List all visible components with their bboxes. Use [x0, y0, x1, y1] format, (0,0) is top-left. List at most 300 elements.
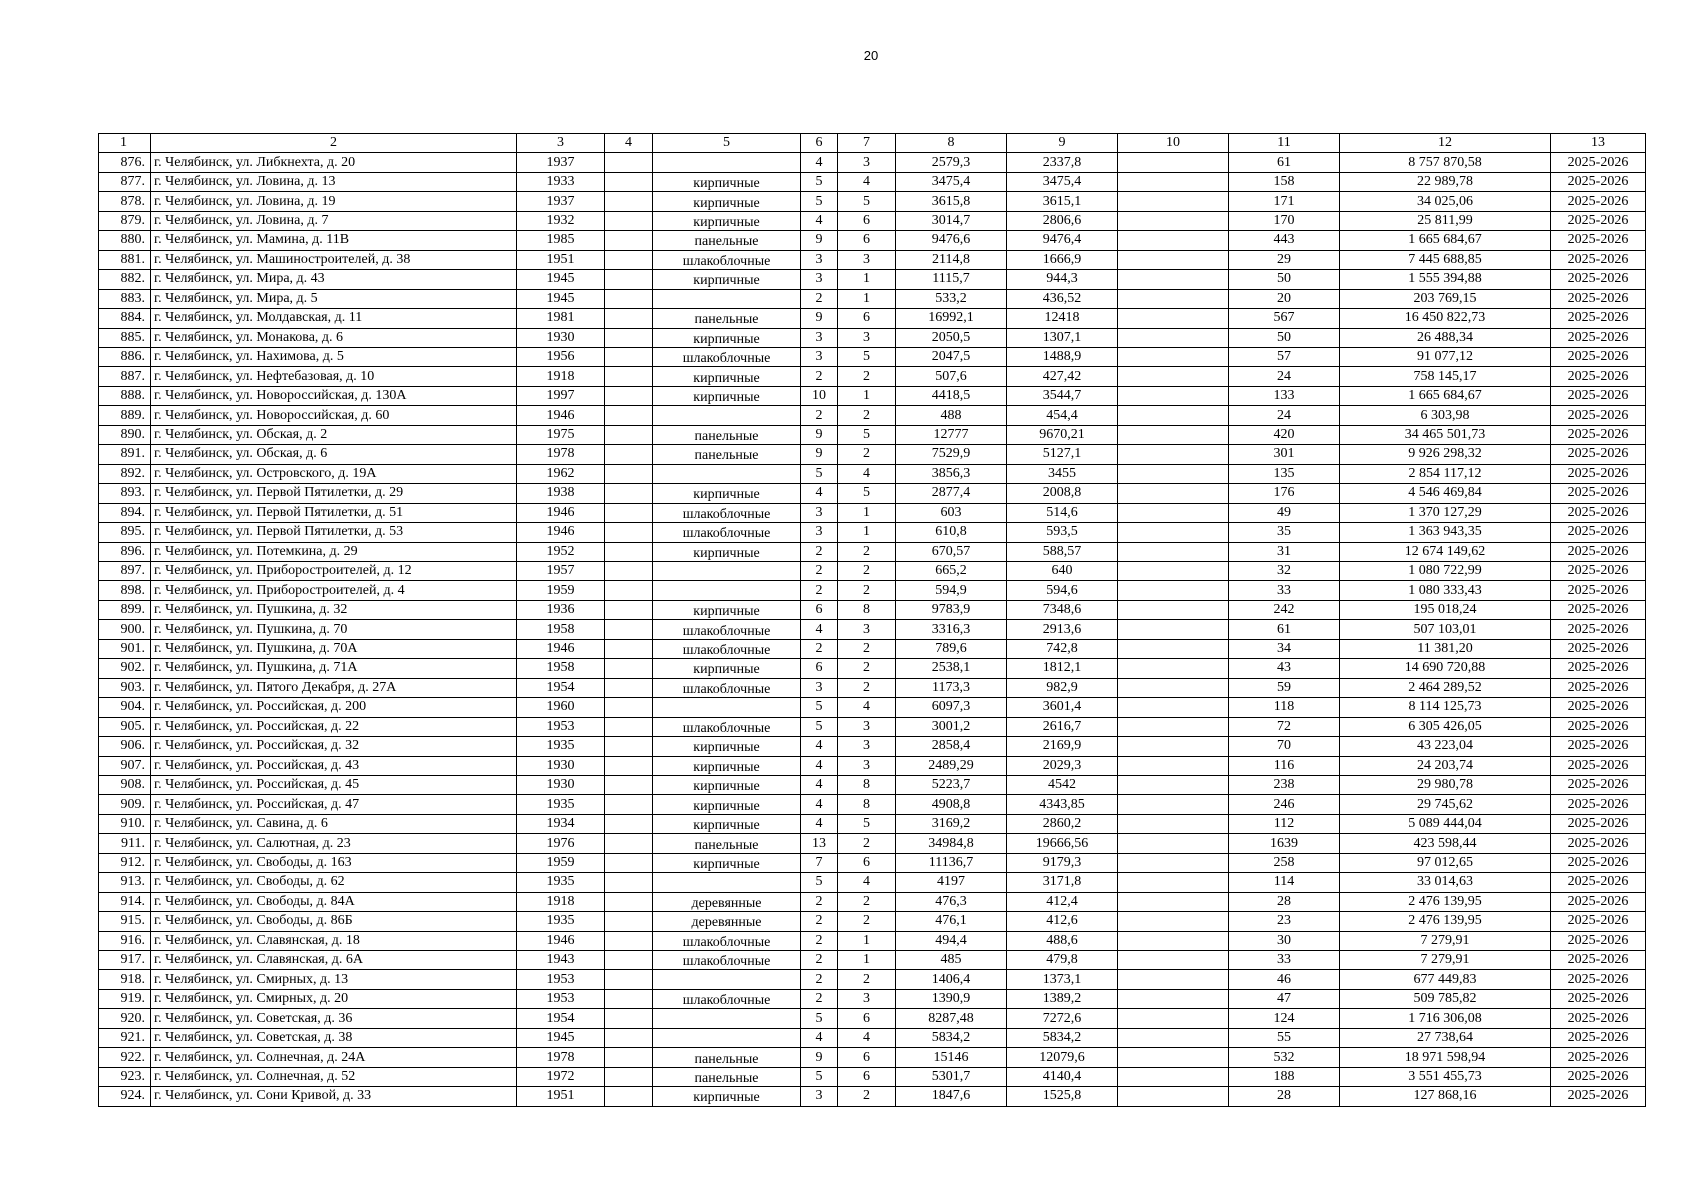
col10-cell: [1118, 542, 1229, 561]
living-area-cell: 593,5: [1007, 523, 1118, 542]
floors-cell: 2: [801, 561, 838, 580]
period-cell: 2025-2026: [1551, 1009, 1646, 1028]
col10-cell: [1118, 639, 1229, 658]
year-cell: 1997: [517, 386, 605, 405]
table-row: [99, 425, 1646, 444]
residents-cell: 43: [1229, 659, 1340, 678]
row-number-cell: 886.: [99, 347, 151, 366]
address-cell: г. Челябинск, ул. Пушкина, д. 70А: [151, 639, 517, 658]
table-row: [99, 659, 1646, 678]
year-cell: 1930: [517, 756, 605, 775]
wall-material-cell: [653, 581, 801, 600]
table-header: [99, 134, 1646, 153]
living-area-cell: 1488,9: [1007, 347, 1118, 366]
period-cell: 2025-2026: [1551, 192, 1646, 211]
year-cell: 1958: [517, 620, 605, 639]
total-area-cell: 12777: [896, 425, 1007, 444]
column-header-7: 7: [838, 134, 896, 153]
row-number-cell: 910.: [99, 814, 151, 833]
total-area-cell: 9783,9: [896, 600, 1007, 619]
wall-material-cell: кирпичные: [653, 192, 801, 211]
floors-cell: 5: [801, 1067, 838, 1086]
floors-cell: 9: [801, 445, 838, 464]
year-cell: 1945: [517, 289, 605, 308]
col4-cell: [605, 347, 653, 366]
cost-cell: 2 476 139,95: [1340, 892, 1551, 911]
floors-cell: 7: [801, 853, 838, 872]
floors-cell: 5: [801, 717, 838, 736]
floors-cell: 4: [801, 153, 838, 172]
living-area-cell: 454,4: [1007, 406, 1118, 425]
col4-cell: [605, 425, 653, 444]
period-cell: 2025-2026: [1551, 386, 1646, 405]
col10-cell: [1118, 970, 1229, 989]
column-header-9: 9: [1007, 134, 1118, 153]
entrances-cell: 8: [838, 775, 896, 794]
period-cell: 2025-2026: [1551, 289, 1646, 308]
residents-cell: 301: [1229, 445, 1340, 464]
residents-cell: 238: [1229, 775, 1340, 794]
address-cell: г. Челябинск, ул. Машиностроителей, д. 38: [151, 250, 517, 269]
cost-cell: 26 488,34: [1340, 328, 1551, 347]
address-cell: г. Челябинск, ул. Советская, д. 38: [151, 1028, 517, 1047]
col10-cell: [1118, 386, 1229, 405]
address-cell: г. Челябинск, ул. Смирных, д. 20: [151, 989, 517, 1008]
residents-cell: 55: [1229, 1028, 1340, 1047]
total-area-cell: 2114,8: [896, 250, 1007, 269]
col4-cell: [605, 231, 653, 250]
table-row: [99, 1048, 1646, 1067]
year-cell: 1943: [517, 951, 605, 970]
col10-cell: [1118, 367, 1229, 386]
total-area-cell: 3169,2: [896, 814, 1007, 833]
address-cell: г. Челябинск, ул. Новороссийская, д. 60: [151, 406, 517, 425]
cost-cell: 91 077,12: [1340, 347, 1551, 366]
table-row: [99, 406, 1646, 425]
table-row: [99, 445, 1646, 464]
floors-cell: 2: [801, 581, 838, 600]
address-cell: г. Челябинск, ул. Свободы, д. 163: [151, 853, 517, 872]
total-area-cell: 3014,7: [896, 211, 1007, 230]
wall-material-cell: шлакоблочные: [653, 951, 801, 970]
total-area-cell: 665,2: [896, 561, 1007, 580]
floors-cell: 5: [801, 172, 838, 191]
cost-cell: 3 551 455,73: [1340, 1067, 1551, 1086]
living-area-cell: 436,52: [1007, 289, 1118, 308]
residents-cell: 50: [1229, 328, 1340, 347]
year-cell: 1946: [517, 639, 605, 658]
floors-cell: 6: [801, 600, 838, 619]
col10-cell: [1118, 328, 1229, 347]
row-number-cell: 877.: [99, 172, 151, 191]
living-area-cell: 412,4: [1007, 892, 1118, 911]
period-cell: 2025-2026: [1551, 717, 1646, 736]
living-area-cell: 1307,1: [1007, 328, 1118, 347]
table-row: [99, 561, 1646, 580]
wall-material-cell: шлакоблочные: [653, 639, 801, 658]
table-row: [99, 328, 1646, 347]
row-number-cell: 884.: [99, 309, 151, 328]
address-cell: г. Челябинск, ул. Смирных, д. 13: [151, 970, 517, 989]
total-area-cell: 603: [896, 503, 1007, 522]
living-area-cell: 588,57: [1007, 542, 1118, 561]
row-number-cell: 898.: [99, 581, 151, 600]
row-number-cell: 908.: [99, 775, 151, 794]
total-area-cell: 476,3: [896, 892, 1007, 911]
residents-cell: 28: [1229, 1087, 1340, 1106]
total-area-cell: 4908,8: [896, 795, 1007, 814]
table-row: [99, 989, 1646, 1008]
row-number-cell: 885.: [99, 328, 151, 347]
row-number-cell: 906.: [99, 737, 151, 756]
year-cell: 1985: [517, 231, 605, 250]
wall-material-cell: панельные: [653, 309, 801, 328]
row-number-cell: 923.: [99, 1067, 151, 1086]
col10-cell: [1118, 347, 1229, 366]
col10-cell: [1118, 406, 1229, 425]
address-cell: г. Челябинск, ул. Свободы, д. 62: [151, 873, 517, 892]
wall-material-cell: панельные: [653, 445, 801, 464]
residents-cell: 33: [1229, 951, 1340, 970]
residents-cell: 1639: [1229, 834, 1340, 853]
table-row: [99, 1087, 1646, 1106]
residents-cell: 135: [1229, 464, 1340, 483]
cost-cell: 8 114 125,73: [1340, 698, 1551, 717]
period-cell: 2025-2026: [1551, 853, 1646, 872]
address-cell: г. Челябинск, ул. Мира, д. 5: [151, 289, 517, 308]
cost-cell: 203 769,15: [1340, 289, 1551, 308]
col10-cell: [1118, 503, 1229, 522]
living-area-cell: 1812,1: [1007, 659, 1118, 678]
year-cell: 1945: [517, 1028, 605, 1047]
period-cell: 2025-2026: [1551, 1087, 1646, 1106]
col10-cell: [1118, 309, 1229, 328]
cost-cell: 34 025,06: [1340, 192, 1551, 211]
table-body: [99, 153, 1646, 1106]
period-cell: 2025-2026: [1551, 989, 1646, 1008]
total-area-cell: 5301,7: [896, 1067, 1007, 1086]
address-cell: г. Челябинск, ул. Савина, д. 6: [151, 814, 517, 833]
total-area-cell: 3615,8: [896, 192, 1007, 211]
living-area-cell: 1666,9: [1007, 250, 1118, 269]
col4-cell: [605, 1087, 653, 1106]
year-cell: 1937: [517, 192, 605, 211]
living-area-cell: 12418: [1007, 309, 1118, 328]
year-cell: 1953: [517, 717, 605, 736]
col10-cell: [1118, 756, 1229, 775]
data-table: [98, 133, 1646, 1107]
col10-cell: [1118, 1087, 1229, 1106]
entrances-cell: 4: [838, 172, 896, 191]
year-cell: 1935: [517, 873, 605, 892]
col10-cell: [1118, 425, 1229, 444]
row-number-cell: 882.: [99, 270, 151, 289]
column-header-10: 10: [1118, 134, 1229, 153]
address-cell: г. Челябинск, ул. Славянская, д. 6А: [151, 951, 517, 970]
entrances-cell: 1: [838, 951, 896, 970]
living-area-cell: 9670,21: [1007, 425, 1118, 444]
cost-cell: 22 989,78: [1340, 172, 1551, 191]
cost-cell: 8 757 870,58: [1340, 153, 1551, 172]
row-number-cell: 922.: [99, 1048, 151, 1067]
wall-material-cell: кирпичные: [653, 659, 801, 678]
entrances-cell: 6: [838, 1067, 896, 1086]
col10-cell: [1118, 231, 1229, 250]
residents-cell: 420: [1229, 425, 1340, 444]
col4-cell: [605, 659, 653, 678]
col10-cell: [1118, 814, 1229, 833]
floors-cell: 9: [801, 231, 838, 250]
row-number-cell: 897.: [99, 561, 151, 580]
col10-cell: [1118, 464, 1229, 483]
table-row: [99, 523, 1646, 542]
floors-cell: 4: [801, 814, 838, 833]
residents-cell: 31: [1229, 542, 1340, 561]
col4-cell: [605, 912, 653, 931]
residents-cell: 124: [1229, 1009, 1340, 1028]
total-area-cell: 2050,5: [896, 328, 1007, 347]
address-cell: г. Челябинск, ул. Потемкина, д. 29: [151, 542, 517, 561]
total-area-cell: 476,1: [896, 912, 1007, 931]
row-number-cell: 912.: [99, 853, 151, 872]
col10-cell: [1118, 192, 1229, 211]
entrances-cell: 2: [838, 367, 896, 386]
wall-material-cell: кирпичные: [653, 211, 801, 230]
residents-cell: 114: [1229, 873, 1340, 892]
row-number-cell: 907.: [99, 756, 151, 775]
wall-material-cell: [653, 464, 801, 483]
total-area-cell: 16992,1: [896, 309, 1007, 328]
col10-cell: [1118, 523, 1229, 542]
entrances-cell: 1: [838, 289, 896, 308]
row-number-cell: 903.: [99, 678, 151, 697]
row-number-cell: 880.: [99, 231, 151, 250]
period-cell: 2025-2026: [1551, 931, 1646, 950]
table-row: [99, 1028, 1646, 1047]
living-area-cell: 2169,9: [1007, 737, 1118, 756]
period-cell: 2025-2026: [1551, 172, 1646, 191]
table-row: [99, 231, 1646, 250]
wall-material-cell: кирпичные: [653, 270, 801, 289]
total-area-cell: 9476,6: [896, 231, 1007, 250]
wall-material-cell: [653, 970, 801, 989]
address-cell: г. Челябинск, ул. Ловина, д. 13: [151, 172, 517, 191]
period-cell: 2025-2026: [1551, 1048, 1646, 1067]
total-area-cell: 2858,4: [896, 737, 1007, 756]
wall-material-cell: кирпичные: [653, 542, 801, 561]
total-area-cell: 1847,6: [896, 1087, 1007, 1106]
column-header-1: 1: [99, 134, 151, 153]
table-row: [99, 192, 1646, 211]
living-area-cell: 4140,4: [1007, 1067, 1118, 1086]
residents-cell: 133: [1229, 386, 1340, 405]
col4-cell: [605, 717, 653, 736]
table-row: [99, 542, 1646, 561]
col10-cell: [1118, 951, 1229, 970]
wall-material-cell: шлакоблочные: [653, 989, 801, 1008]
address-cell: г. Челябинск, ул. Советская, д. 36: [151, 1009, 517, 1028]
entrances-cell: 4: [838, 1028, 896, 1047]
living-area-cell: 2337,8: [1007, 153, 1118, 172]
wall-material-cell: шлакоблочные: [653, 717, 801, 736]
entrances-cell: 3: [838, 717, 896, 736]
address-cell: г. Челябинск, ул. Мира, д. 43: [151, 270, 517, 289]
living-area-cell: 1525,8: [1007, 1087, 1118, 1106]
entrances-cell: 4: [838, 698, 896, 717]
address-cell: г. Челябинск, ул. Приборостроителей, д. 4: [151, 581, 517, 600]
period-cell: 2025-2026: [1551, 542, 1646, 561]
year-cell: 1953: [517, 970, 605, 989]
table-row: [99, 737, 1646, 756]
wall-material-cell: кирпичные: [653, 1087, 801, 1106]
address-cell: г. Челябинск, ул. Нефтебазовая, д. 10: [151, 367, 517, 386]
address-cell: г. Челябинск, ул. Первой Пятилетки, д. 29: [151, 484, 517, 503]
year-cell: 1935: [517, 912, 605, 931]
wall-material-cell: [653, 873, 801, 892]
col4-cell: [605, 756, 653, 775]
period-cell: 2025-2026: [1551, 737, 1646, 756]
table-row: [99, 1009, 1646, 1028]
total-area-cell: 4197: [896, 873, 1007, 892]
residents-cell: 158: [1229, 172, 1340, 191]
row-number-cell: 883.: [99, 289, 151, 308]
col4-cell: [605, 970, 653, 989]
living-area-cell: 4542: [1007, 775, 1118, 794]
col4-cell: [605, 737, 653, 756]
row-number-cell: 894.: [99, 503, 151, 522]
row-number-cell: 917.: [99, 951, 151, 970]
residents-cell: 443: [1229, 231, 1340, 250]
residents-cell: 35: [1229, 523, 1340, 542]
residents-cell: 32: [1229, 561, 1340, 580]
row-number-cell: 916.: [99, 931, 151, 950]
col4-cell: [605, 853, 653, 872]
residents-cell: 70: [1229, 737, 1340, 756]
col4-cell: [605, 795, 653, 814]
wall-material-cell: кирпичные: [653, 795, 801, 814]
wall-material-cell: [653, 153, 801, 172]
floors-cell: 3: [801, 678, 838, 697]
table-row: [99, 289, 1646, 308]
living-area-cell: 742,8: [1007, 639, 1118, 658]
row-number-cell: 899.: [99, 600, 151, 619]
cost-cell: 195 018,24: [1340, 600, 1551, 619]
residents-cell: 24: [1229, 367, 1340, 386]
address-cell: г. Челябинск, ул. Сони Кривой, д. 33: [151, 1087, 517, 1106]
address-cell: г. Челябинск, ул. Российская, д. 200: [151, 698, 517, 717]
living-area-cell: 944,3: [1007, 270, 1118, 289]
row-number-cell: 904.: [99, 698, 151, 717]
col4-cell: [605, 639, 653, 658]
residents-cell: 30: [1229, 931, 1340, 950]
column-header-6: 6: [801, 134, 838, 153]
cost-cell: 507 103,01: [1340, 620, 1551, 639]
col4-cell: [605, 620, 653, 639]
col4-cell: [605, 989, 653, 1008]
year-cell: 1978: [517, 445, 605, 464]
living-area-cell: 479,8: [1007, 951, 1118, 970]
entrances-cell: 3: [838, 737, 896, 756]
floors-cell: 9: [801, 309, 838, 328]
cost-cell: 2 476 139,95: [1340, 912, 1551, 931]
year-cell: 1959: [517, 853, 605, 872]
col4-cell: [605, 211, 653, 230]
cost-cell: 16 450 822,73: [1340, 309, 1551, 328]
row-number-cell: 891.: [99, 445, 151, 464]
year-cell: 1946: [517, 523, 605, 542]
wall-material-cell: шлакоблочные: [653, 250, 801, 269]
floors-cell: 4: [801, 211, 838, 230]
period-cell: 2025-2026: [1551, 970, 1646, 989]
address-cell: г. Челябинск, ул. Приборостроителей, д. 12: [151, 561, 517, 580]
col10-cell: [1118, 561, 1229, 580]
wall-material-cell: [653, 1028, 801, 1047]
col4-cell: [605, 698, 653, 717]
table-row: [99, 250, 1646, 269]
residents-cell: 112: [1229, 814, 1340, 833]
address-cell: г. Челябинск, ул. Либкнехта, д. 20: [151, 153, 517, 172]
row-number-cell: 921.: [99, 1028, 151, 1047]
year-cell: 1954: [517, 1009, 605, 1028]
residents-cell: 57: [1229, 347, 1340, 366]
floors-cell: 4: [801, 795, 838, 814]
year-cell: 1918: [517, 892, 605, 911]
column-header-8: 8: [896, 134, 1007, 153]
entrances-cell: 1: [838, 931, 896, 950]
table-row: [99, 873, 1646, 892]
residents-cell: 188: [1229, 1067, 1340, 1086]
entrances-cell: 1: [838, 503, 896, 522]
column-header-5: 5: [653, 134, 801, 153]
residents-cell: 59: [1229, 678, 1340, 697]
residents-cell: 34: [1229, 639, 1340, 658]
floors-cell: 5: [801, 873, 838, 892]
entrances-cell: 2: [838, 542, 896, 561]
entrances-cell: 1: [838, 386, 896, 405]
living-area-cell: 2860,2: [1007, 814, 1118, 833]
column-header-4: 4: [605, 134, 653, 153]
col10-cell: [1118, 1067, 1229, 1086]
living-area-cell: 514,6: [1007, 503, 1118, 522]
cost-cell: 27 738,64: [1340, 1028, 1551, 1047]
total-area-cell: 15146: [896, 1048, 1007, 1067]
entrances-cell: 5: [838, 425, 896, 444]
total-area-cell: 494,4: [896, 931, 1007, 950]
floors-cell: 2: [801, 289, 838, 308]
cost-cell: 11 381,20: [1340, 639, 1551, 658]
entrances-cell: 5: [838, 347, 896, 366]
cost-cell: 12 674 149,62: [1340, 542, 1551, 561]
wall-material-cell: шлакоблочные: [653, 503, 801, 522]
col4-cell: [605, 328, 653, 347]
table-row: [99, 639, 1646, 658]
cost-cell: 677 449,83: [1340, 970, 1551, 989]
total-area-cell: 507,6: [896, 367, 1007, 386]
entrances-cell: 2: [838, 834, 896, 853]
wall-material-cell: панельные: [653, 1067, 801, 1086]
address-cell: г. Челябинск, ул. Ловина, д. 7: [151, 211, 517, 230]
year-cell: 1953: [517, 989, 605, 1008]
col10-cell: [1118, 445, 1229, 464]
residents-cell: 47: [1229, 989, 1340, 1008]
living-area-cell: 982,9: [1007, 678, 1118, 697]
cost-cell: 5 089 444,04: [1340, 814, 1551, 833]
row-number-cell: 881.: [99, 250, 151, 269]
cost-cell: 127 868,16: [1340, 1087, 1551, 1106]
address-cell: г. Челябинск, ул. Пушкина, д. 32: [151, 600, 517, 619]
col10-cell: [1118, 678, 1229, 697]
wall-material-cell: шлакоблочные: [653, 678, 801, 697]
